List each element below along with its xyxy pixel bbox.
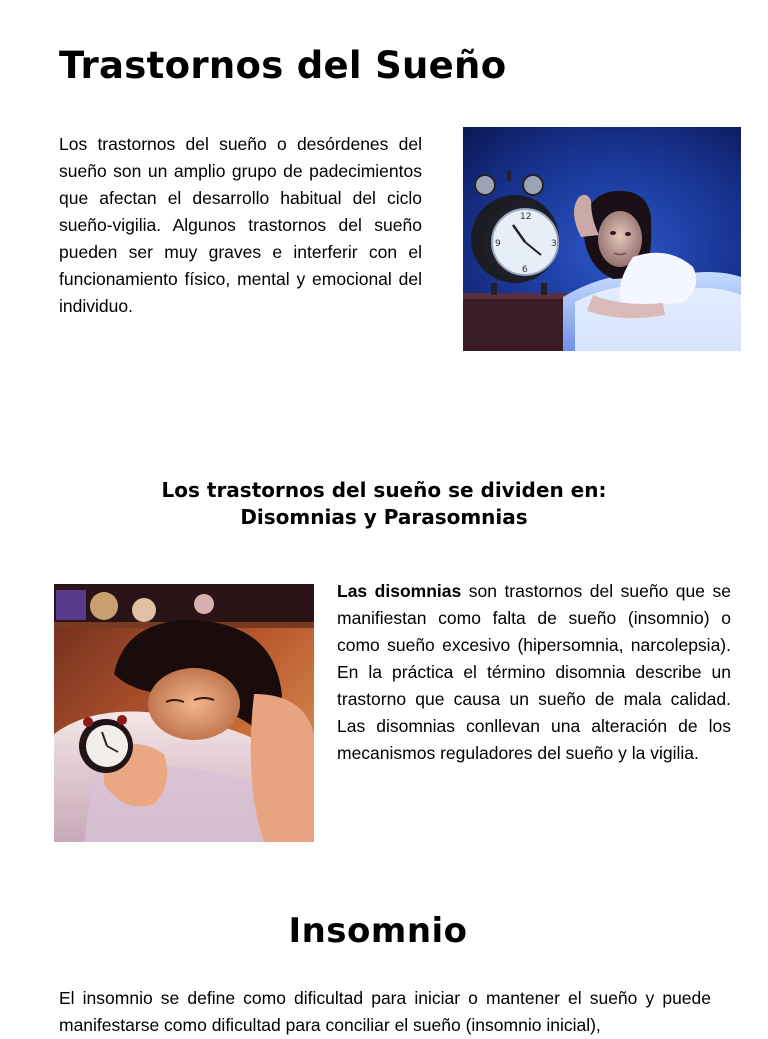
woman-awake-in-bed-with-alarm-clock-photo — [463, 127, 741, 351]
svg-text:12: 12 — [520, 212, 532, 222]
insomnio-paragraph: El insomnio se define como dificultad para iniciar o mantener el sueño y puede manifestarse como dificultad para conciliar el sueño (insomnio inicial), — [59, 988, 711, 1035]
intro-paragraph: Los trastornos del sueño o desórdenes del sueño son un amplio grupo de padecimientos que afectan el desarrollo habitual del ciclo sueño-vigilia. Algunos trastornos del sueño pueden ser muy graves e interferir con el funcionamiento físico, mental y emocional del individuo. — [59, 134, 422, 316]
svg-text:9: 9 — [495, 239, 501, 249]
svg-text:3: 3 — [551, 239, 557, 249]
subheading-line-1: Los trastornos del sueño se dividen en: — [161, 478, 607, 502]
disomnias-description: son trastornos del sueño que se manifiestan como falta de sueño (insomnio) o como sueño excesivo (hipersomnia, narcolepsia). En la práctica el término disomnia describe un trastorno que causa un sueño de mala calidad. Las disomnias conllevan una alteración de los mecanismos reguladores del sueño y la vigilia. — [337, 581, 731, 763]
subheading-line-2: Disomnias y Parasomnias — [240, 505, 528, 529]
woman-lying-on-pillow-holding-alarm-clock-photo — [54, 584, 314, 842]
section-subheading — [0, 477, 768, 531]
svg-text:6: 6 — [522, 265, 528, 275]
disomnias-term: Las disomnias — [337, 581, 462, 601]
disomnias-paragraph — [337, 578, 731, 767]
insomnio-heading: Insomnio — [288, 911, 468, 951]
page-title: Trastornos del Sueño — [59, 44, 507, 87]
